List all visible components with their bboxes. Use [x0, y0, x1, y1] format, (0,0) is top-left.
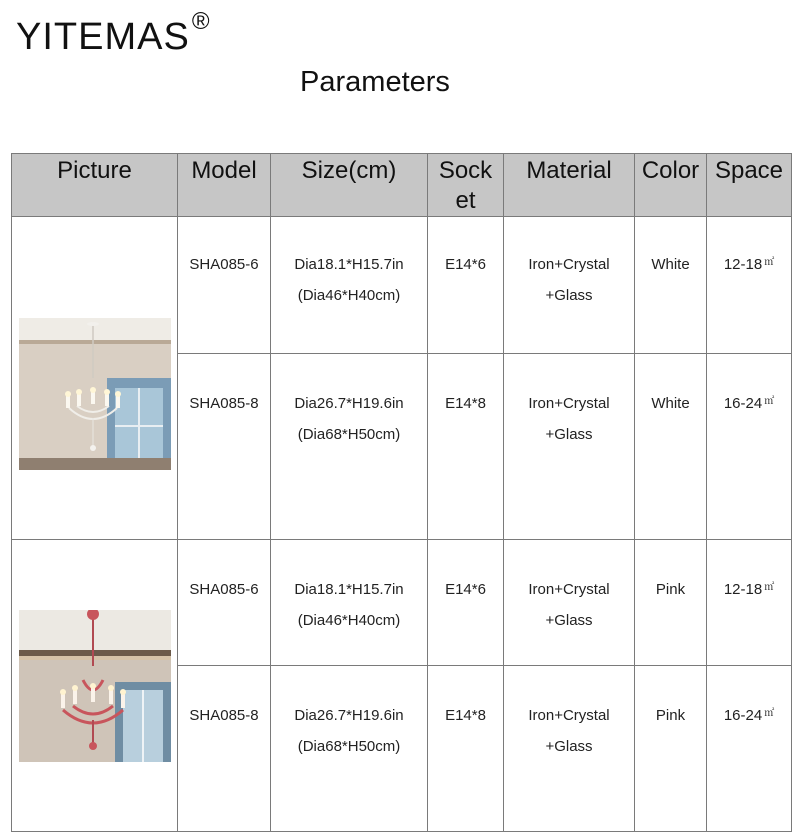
model-cell: SHA085-8: [178, 353, 271, 539]
header-socket-line2: et: [455, 187, 476, 214]
header-color: Color: [635, 154, 707, 217]
material-cell: [504, 540, 635, 666]
model-cell: SHA085-8: [178, 666, 271, 832]
header-socket: [428, 154, 504, 217]
picture-cell-pink: [12, 540, 178, 832]
space-value: 12-18: [723, 256, 763, 273]
material-line1: Iron+Crystal: [528, 581, 610, 598]
material-line2: +Glass: [545, 612, 593, 629]
size-cm: (Dia68*H50cm): [297, 425, 401, 443]
space-value: 16-24: [723, 394, 763, 412]
material-cell: [504, 666, 635, 832]
header-picture: Picture: [12, 154, 178, 217]
white-chandelier-image: [19, 318, 171, 470]
header-model: Model: [178, 154, 271, 217]
space-cell: [707, 217, 792, 354]
size-cm: (Dia68*H50cm): [297, 738, 401, 755]
table-row: [12, 217, 792, 354]
header-size: Size(cm): [271, 154, 428, 217]
space-value: 16-24: [723, 707, 763, 724]
color-cell: White: [635, 353, 707, 539]
header-space: Space: [707, 154, 792, 217]
square-meter-unit: ㎡: [764, 257, 775, 268]
size-in: Dia18.1*H15.7in: [294, 256, 404, 273]
material-cell: [504, 217, 635, 354]
size-cm: (Dia46*H40cm): [297, 612, 401, 629]
material-line1: Iron+Crystal: [528, 707, 610, 724]
material-cell: [504, 353, 635, 539]
brand-logo: [16, 8, 211, 58]
size-in: Dia26.7*H19.6in: [294, 394, 404, 412]
material-line2: +Glass: [545, 425, 593, 443]
material-line1: Iron+Crystal: [528, 394, 610, 412]
size-in: Dia18.1*H15.7in: [294, 581, 404, 598]
space-value: 12-18: [723, 581, 763, 598]
model-cell: SHA085-6: [178, 540, 271, 666]
pink-chandelier-image: [19, 610, 171, 762]
square-meter-unit: ㎡: [764, 708, 775, 719]
socket-cell: E14*8: [428, 353, 504, 539]
pink-chandelier-photo: [19, 610, 171, 762]
white-chandelier-photo: [19, 318, 171, 470]
material-line2: +Glass: [545, 738, 593, 755]
page-title: Parameters: [300, 66, 450, 98]
socket-cell: E14*6: [428, 540, 504, 666]
size-cell: [271, 540, 428, 666]
socket-cell: E14*8: [428, 666, 504, 832]
color-cell: Pink: [635, 666, 707, 832]
size-in: Dia26.7*H19.6in: [294, 707, 404, 724]
size-cm: (Dia46*H40cm): [297, 287, 401, 304]
socket-cell: E14*6: [428, 217, 504, 354]
material-line1: Iron+Crystal: [528, 256, 610, 273]
square-meter-unit: ㎡: [764, 395, 775, 407]
registered-mark: ®: [191, 8, 211, 35]
size-cell: [271, 217, 428, 354]
space-cell: [707, 353, 792, 539]
header-material: Material: [504, 154, 635, 217]
color-cell: Pink: [635, 540, 707, 666]
parameters-table: [11, 153, 792, 832]
square-meter-unit: ㎡: [764, 582, 775, 593]
header-socket-line1: Sock: [438, 157, 493, 184]
color-cell: White: [635, 217, 707, 354]
header-row: [12, 154, 792, 217]
space-cell: [707, 540, 792, 666]
model-cell: SHA085-6: [178, 217, 271, 354]
brand-name: YITEMAS: [16, 16, 190, 58]
space-cell: [707, 666, 792, 832]
material-line2: +Glass: [545, 287, 593, 304]
size-cell: [271, 666, 428, 832]
size-cell: [271, 353, 428, 539]
table-row: [12, 540, 792, 666]
picture-cell-white: [12, 217, 178, 540]
